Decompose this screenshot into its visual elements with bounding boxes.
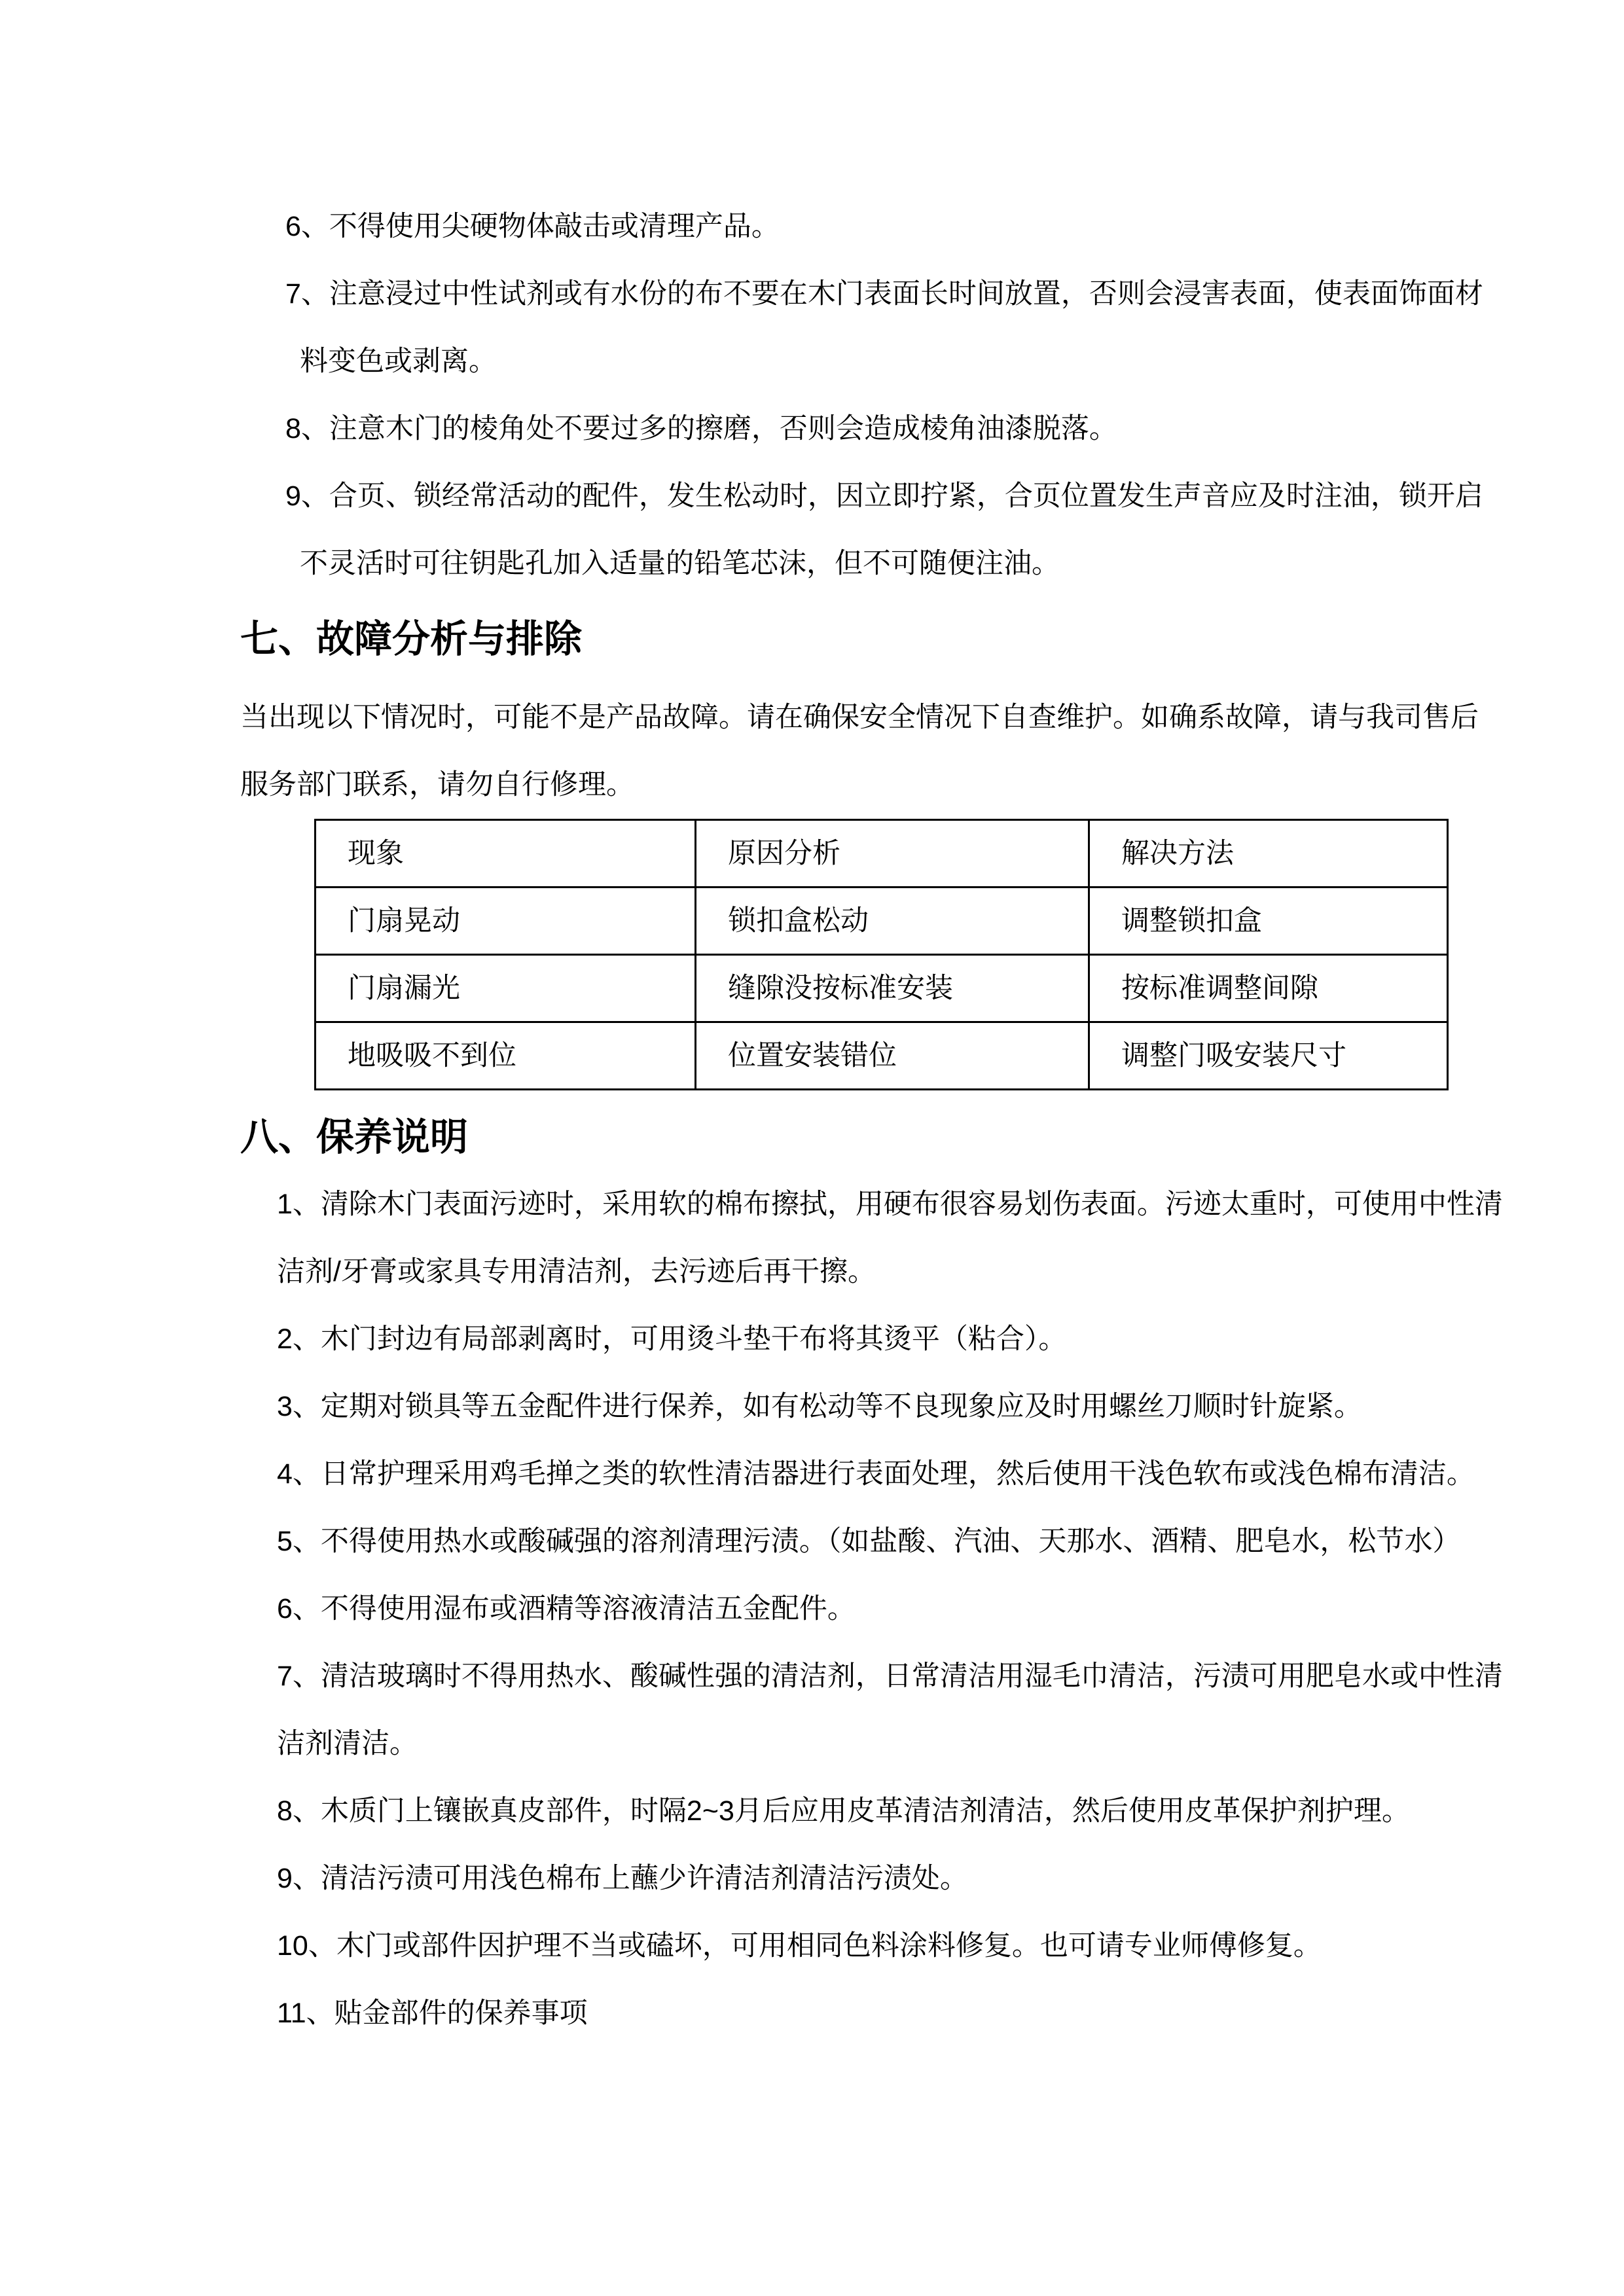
list-item-text: 不得使用热水或酸碱强的溶剂清理污渍。（如盐酸、汽油、天那水、酒精、肥皂水，松节水） [320,1526,1461,1557]
list-item-line [277,1980,1526,2047]
list-item-line [277,1306,1526,1373]
list-item-number: 6、 [277,1593,321,1624]
list-item-text: 木门封边有局部剥离时，可用烫斗垫干布将其烫平（粘合）。 [320,1323,1067,1355]
fault-table-head [316,820,1448,888]
table-header-cell: 现象 [316,820,696,888]
list-item [240,1575,1526,1643]
list-item-line [277,1171,1526,1238]
list-item-number: 4、 [277,1458,321,1490]
table-cell: 锁扣盒松动 [696,888,1089,955]
list-item-number: 7、 [277,1660,321,1692]
list-item-text: 清洁玻璃时不得用热水、酸碱性强的清洁剂，日常清洁用湿毛巾清洁，污渍可用肥皂水或中性清 [320,1660,1503,1692]
list-item-line [285,463,1526,530]
paragraph-line: 服务部门联系，请勿自行修理。 [240,769,634,800]
list-item-number: 8、 [285,413,329,444]
section-7-heading: 七、故障分析与排除 [240,618,583,660]
table-cell: 按标准调整间隙 [1089,955,1448,1022]
list-item-line [285,193,1526,260]
list-item-text: 木质门上镶嵌真皮部件，时隔2~3月后应用皮革清洁剂清洁，然后使用皮革保护剂护理。 [320,1795,1410,1827]
table-header-cell: 解决方法 [1089,820,1448,888]
table-row [316,955,1448,1022]
list-item-number: 1、 [277,1189,321,1220]
list-item-number: 6、 [285,211,329,242]
list-item [240,463,1526,598]
list-item-text: 木门或部件因护理不当或磕坏，可用相同色料涂料修复。也可请专业师傅修复。 [336,1930,1322,1962]
section-8-heading: 八、保养说明 [240,1116,469,1158]
table-cell: 调整门吸安装尺寸 [1089,1022,1448,1090]
list-item [240,1508,1526,1575]
list-item-number: 11、 [277,1998,334,2029]
list-item [240,1441,1526,1508]
table-cell: 地吸吸不到位 [316,1022,696,1090]
list-item-text: 清洁污渍可用浅色棉布上蘸少许清洁剂清洁污渍处。 [320,1863,968,1894]
list-item-text: 贴金部件的保养事项 [334,1998,588,2029]
list-item-number: 5、 [277,1526,321,1557]
maintenance-list [240,1171,1526,2047]
list-item-text: 清除木门表面污迹时，采用软的棉布擦拭，用硬布很容易划伤表面。污迹太重时，可使用中性清 [320,1189,1503,1220]
fault-table-body [316,888,1448,1090]
list-item-number: 10、 [277,1930,336,1962]
paragraph-line: 当出现以下情况时，可能不是产品故障。请在确保安全情况下自查维护。如确系故障，请与我司售后 [240,702,1479,733]
list-item-continuation: 洁剂/牙膏或家具专用清洁剂，去污迹后再干擦。 [277,1256,876,1287]
list-item [240,1306,1526,1373]
list-item-continuation: 洁剂清洁。 [277,1728,418,1759]
list-item [240,1912,1526,1980]
list-item-line [277,1643,1526,1710]
intro-list [240,193,1526,598]
list-item-number: 7、 [285,278,329,310]
list-item-line [277,1778,1526,1845]
list-item-text: 不得使用尖硬物体敲击或清理产品。 [329,211,780,242]
list-item-line [277,1575,1526,1643]
table-cell: 门扇晃动 [316,888,696,955]
fault-analysis-table [314,819,1449,1090]
list-item-continuation: 不灵活时可往钥匙孔加入适量的铅笔芯沫，但不可随便注油。 [300,548,1060,579]
list-item-text: 合页、锁经常活动的配件，发生松动时，因立即拧紧，合页位置发生声音应及时注油，锁开启 [329,480,1483,512]
list-item [240,1980,1526,2047]
list-item [240,1778,1526,1845]
list-item [240,1845,1526,1912]
table-row [316,1022,1448,1090]
list-item-line [277,1441,1526,1508]
list-item [240,395,1526,463]
list-item-text: 日常护理采用鸡毛掸之类的软性清洁器进行表面处理，然后使用干浅色软布或浅色棉布清洁。 [320,1458,1475,1490]
list-item-line [285,260,1526,328]
section-7-paragraph [240,684,1526,819]
list-item [240,260,1526,395]
list-item-line [277,1912,1526,1980]
list-item-continuation: 料变色或剥离。 [300,346,497,377]
list-item-text: 注意浸过中性试剂或有水份的布不要在木门表面长时间放置，否则会浸害表面，使表面饰面材 [329,278,1483,310]
list-item [240,1373,1526,1441]
list-item-number: 3、 [277,1391,321,1422]
table-row [316,888,1448,955]
list-item-text: 注意木门的棱角处不要过多的擦磨，否则会造成棱角油漆脱落。 [329,413,1117,444]
list-item [240,1643,1526,1778]
list-item-number: 2、 [277,1323,321,1355]
list-item [240,1171,1526,1306]
list-item-line [277,1508,1526,1575]
list-item-text: 定期对锁具等五金配件进行保养，如有松动等不良现象应及时用螺丝刀顺时针旋紧。 [320,1391,1362,1422]
list-item-number: 8、 [277,1795,321,1827]
list-item [240,193,1526,260]
list-item-number: 9、 [277,1863,321,1894]
table-header-cell: 原因分析 [696,820,1089,888]
table-cell: 调整锁扣盒 [1089,888,1448,955]
table-header-row [316,820,1448,888]
list-item-number: 9、 [285,480,329,512]
table-cell: 位置安装错位 [696,1022,1089,1090]
table-cell: 门扇漏光 [316,955,696,1022]
list-item-text: 不得使用湿布或酒精等溶液清洁五金配件。 [320,1593,856,1624]
list-item-line [277,1373,1526,1441]
list-item-line [285,395,1526,463]
list-item-line [277,1845,1526,1912]
table-cell: 缝隙没按标准安装 [696,955,1089,1022]
